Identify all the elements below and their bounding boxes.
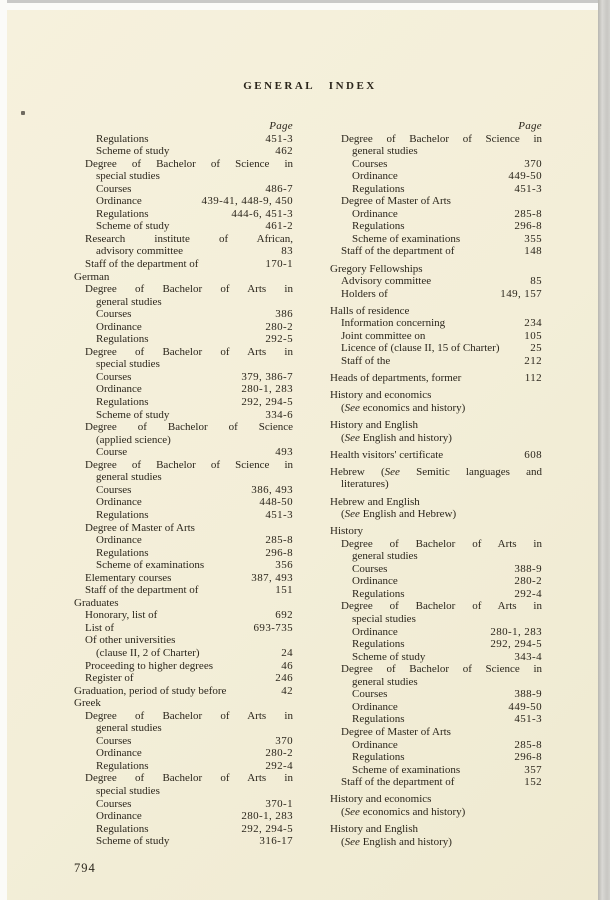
- index-entry: Staff of the department of 151: [85, 584, 293, 597]
- index-entry: Holders of 149, 157: [341, 287, 542, 300]
- index-entry: Regulations 451-3: [96, 132, 293, 145]
- entry-page-number: 148: [524, 245, 542, 258]
- entry-page-number: 439-41, 448-9, 450: [201, 195, 293, 208]
- index-entry: general studies: [96, 295, 162, 308]
- index-entry: Degree of Bachelor of Arts in: [85, 345, 293, 358]
- index-entry: Degree of Bachelor of Arts in: [341, 537, 542, 550]
- index-entry: Staff of the department of 170-1: [85, 258, 293, 271]
- index-entry: Licence of (clause II, 15 of Charter) 25: [341, 342, 542, 355]
- book-edge-right: [598, 0, 610, 900]
- index-entry: History: [330, 525, 363, 538]
- entry-page-number: 370-1: [265, 797, 293, 810]
- entry-page-number: 285-8: [514, 207, 542, 220]
- entry-page-number: 296-8: [265, 546, 293, 559]
- entry-page-number: 388-9: [514, 562, 542, 575]
- index-entry: special studies: [352, 613, 416, 626]
- index-entry: Courses 370: [96, 734, 293, 747]
- entry-page-number: 451-3: [514, 713, 542, 726]
- index-entry: Regulations 451-3: [352, 182, 542, 195]
- index-entry: Courses 388-9: [352, 562, 542, 575]
- index-entry: (See English and history): [341, 431, 452, 444]
- entry-page-number: 83: [281, 245, 293, 258]
- index-entry: Regulations 292-5: [96, 333, 293, 346]
- index-entry: Courses 370-1: [96, 797, 293, 810]
- index-entry: general studies: [352, 675, 418, 688]
- index-entry: Proceeding to higher degrees 46: [85, 659, 293, 672]
- index-entry: Courses 386: [96, 308, 293, 321]
- entry-page-number: 292-5: [265, 333, 293, 346]
- index-entry: general studies: [96, 722, 162, 735]
- index-entry: Scheme of examinations 355: [352, 232, 542, 245]
- index-entry: Degree of Bachelor of Arts in: [341, 600, 542, 613]
- index-entry: Ordinance 448-50: [96, 496, 293, 509]
- index-entry: Ordinance 280-2: [96, 747, 293, 760]
- index-entry: Ordinance 449-50: [352, 170, 542, 183]
- index-entry: general studies: [352, 550, 418, 563]
- entry-page-number: 112: [524, 372, 542, 385]
- index-entry: Information concerning 234: [341, 317, 542, 330]
- entry-page-number: 85: [530, 275, 542, 288]
- entry-page-number: 46: [281, 659, 293, 672]
- entry-page-number: 25: [530, 342, 542, 355]
- index-entry: Advisory committee 85: [341, 275, 542, 288]
- index-entry: Joint committee on 105: [341, 329, 542, 342]
- index-entry: Degree of Master of Arts: [341, 195, 451, 208]
- index-entry: Degree of Bachelor of Science in: [85, 458, 293, 471]
- entry-page-number: 280-1, 283: [241, 383, 293, 396]
- entry-page-number: 316-17: [259, 835, 293, 848]
- entry-page-number: 280-1, 283: [490, 625, 542, 638]
- entry-page-number: 42: [281, 684, 293, 697]
- index-entry: general studies: [352, 145, 418, 158]
- index-entry: Hebrew and English: [330, 495, 420, 508]
- index-entry: Halls of residence: [330, 304, 410, 317]
- entry-page-number: 493: [275, 446, 293, 459]
- index-entry: (See English and Hebrew): [341, 508, 457, 521]
- index-entry: History and economics: [330, 389, 432, 402]
- page-label: Page: [518, 120, 542, 132]
- index-entry: general studies: [96, 471, 162, 484]
- index-entry: Courses 388-9: [352, 688, 542, 701]
- index-entry: Regulations 296-8: [352, 751, 542, 764]
- index-entry: Ordinance 285-8: [352, 738, 542, 751]
- entry-page-number: 692: [275, 609, 293, 622]
- index-entry: Honorary, list of 692: [85, 609, 293, 622]
- index-entry: Degree of Bachelor of Arts in: [85, 772, 293, 785]
- entry-page-number: 387, 493: [251, 571, 293, 584]
- index-entry: Regulations 292-4: [352, 587, 542, 600]
- entry-page-number: 292-4: [514, 587, 542, 600]
- entry-page-number: 388-9: [514, 688, 542, 701]
- index-entry: Register of 246: [85, 672, 293, 685]
- entry-page-number: 212: [524, 355, 542, 368]
- index-entry: Elementary courses 387, 493: [85, 571, 293, 584]
- entry-page-number: 386, 493: [251, 483, 293, 496]
- index-entry: Greek: [74, 697, 101, 710]
- entry-page-number: 608: [524, 448, 542, 461]
- index-entry: Health visitors' certificate 608: [330, 448, 542, 461]
- entry-page-number: 152: [524, 776, 542, 789]
- index-entry: Heads of departments, former 112: [330, 372, 542, 385]
- entry-page-number: 370: [524, 157, 542, 170]
- index-entry: Research institute of African,: [85, 232, 293, 245]
- index-entry: History and economics: [330, 793, 432, 806]
- index-entry: Regulations 451-3: [96, 508, 293, 521]
- index-entry: Regulations 296-8: [352, 220, 542, 233]
- scan-edge-left: [0, 0, 7, 900]
- index-entry: Ordinance 280-1, 283: [352, 625, 542, 638]
- page-title: GENERAL INDEX: [243, 80, 377, 92]
- entry-page-number: 285-8: [514, 738, 542, 751]
- index-entry: (See English and history): [341, 835, 452, 848]
- index-entry: History and English: [330, 822, 418, 835]
- index-entry: Degree of Bachelor of Science in: [341, 132, 542, 145]
- index-entry: Course 493: [96, 446, 293, 459]
- entry-page-number: 451-3: [265, 508, 293, 521]
- index-entry: Regulations 292, 294-5: [352, 638, 542, 651]
- index-column-right: [330, 120, 542, 848]
- index-entry: Scheme of study 316-17: [96, 835, 293, 848]
- index-entry: Hebrew (See Semitic languages and: [330, 465, 542, 478]
- entry-page-number: 296-8: [514, 751, 542, 764]
- entry-page-number: 280-2: [514, 575, 542, 588]
- entry-page-number: 461-2: [265, 220, 293, 233]
- entry-page-number: 149, 157: [500, 287, 542, 300]
- entry-page-number: 292-4: [265, 759, 293, 772]
- entry-page-number: 246: [275, 672, 293, 685]
- index-entry: Ordinance 285-8: [96, 534, 293, 547]
- index-entry: special studies: [96, 784, 160, 797]
- index-entry: Courses 370: [352, 157, 542, 170]
- index-entry: Ordinance 280-1, 283: [96, 810, 293, 823]
- index-entry: Degree of Master of Arts: [341, 725, 451, 738]
- index-entry: Regulations 292, 294-5: [96, 396, 293, 409]
- index-entry: (clause II, 2 of Charter) 24: [96, 646, 293, 659]
- entry-page-number: 448-50: [259, 496, 293, 509]
- index-entry: Graduates: [74, 596, 119, 609]
- index-entry: advisory committee 83: [96, 245, 293, 258]
- index-column-left: [74, 120, 293, 848]
- entry-page-number: 693-735: [253, 621, 293, 634]
- index-entry: Scheme of study 462: [96, 145, 293, 158]
- index-entry: Ordinance 280-1, 283: [96, 383, 293, 396]
- index-entry: Degree of Bachelor of Science in: [341, 663, 542, 676]
- entry-page-number: 370: [275, 734, 293, 747]
- index-entry: (See economics and history): [341, 401, 466, 414]
- index-entry: Of other universities: [85, 634, 176, 647]
- entry-page-number: 355: [524, 232, 542, 245]
- index-entry: Degree of Bachelor of Arts in: [85, 709, 293, 722]
- index-entry: History and English: [330, 419, 418, 431]
- index-entry: Scheme of study 334-6: [96, 408, 293, 421]
- index-entry: Degree of Bachelor of Science in: [85, 157, 293, 170]
- entry-page-number: 292, 294-5: [490, 638, 542, 651]
- entry-page-number: 292, 294-5: [241, 396, 293, 409]
- index-entry: (See economics and history): [341, 805, 466, 818]
- index-entry: (applied science): [96, 433, 171, 446]
- index-entry: Scheme of examinations 356: [96, 559, 293, 572]
- entry-page-number: 285-8: [265, 534, 293, 547]
- entry-page-number: 449-50: [508, 170, 542, 183]
- entry-page-number: 486-7: [265, 182, 293, 195]
- index-entry: Regulations 296-8: [96, 546, 293, 559]
- page-column-header-left: [74, 120, 293, 133]
- index-entry: Regulations 451-3: [352, 713, 542, 726]
- entry-page-number: 280-2: [265, 320, 293, 333]
- entry-page-number: 296-8: [514, 220, 542, 233]
- ink-speck: [21, 111, 25, 115]
- index-entry: Ordinance 449-50: [352, 700, 542, 713]
- index-entry: Graduation, period of study before 42: [74, 684, 293, 697]
- index-entry: Gregory Fellowships: [330, 262, 423, 275]
- entry-page-number: 379, 386-7: [241, 370, 293, 383]
- index-entry: Courses 386, 493: [96, 483, 293, 496]
- entry-page-number: 334-6: [265, 408, 293, 421]
- entry-page-number: 449-50: [508, 700, 542, 713]
- entry-page-number: 451-3: [514, 182, 542, 195]
- entry-page-number: 234: [524, 317, 542, 330]
- index-entry: Regulations 444-6, 451-3: [96, 207, 293, 220]
- entry-page-number: 24: [281, 646, 293, 659]
- entry-page-number: 343-4: [514, 650, 542, 663]
- index-entry: Scheme of examinations 357: [352, 763, 542, 776]
- index-entry: special studies: [96, 358, 160, 371]
- entry-page-number: 444-6, 451-3: [231, 207, 293, 220]
- entry-page-number: 170-1: [265, 258, 293, 271]
- entry-page-number: 356: [275, 559, 293, 572]
- entry-page-number: 357: [524, 763, 542, 776]
- entry-page-number: 151: [275, 584, 293, 597]
- index-entry: Degree of Bachelor of Arts in: [85, 283, 293, 296]
- index-entry: Ordinance 439-41, 448-9, 450: [96, 195, 293, 208]
- index-entry: Regulations 292-4: [96, 759, 293, 772]
- index-entry: Courses 486-7: [96, 182, 293, 195]
- index-entry: Scheme of study 461-2: [96, 220, 293, 233]
- entry-page-number: 292, 294-5: [241, 822, 293, 835]
- entry-page-number: 386: [275, 308, 293, 321]
- index-entry: Staff of the department of 152: [341, 776, 542, 789]
- index-entry: German: [74, 270, 110, 283]
- entry-page-number: 280-2: [265, 747, 293, 760]
- index-entry: Ordinance 280-2: [96, 320, 293, 333]
- entry-page-number: 462: [275, 145, 293, 158]
- index-entries-right: [330, 133, 542, 849]
- entry-page-number: 451-3: [265, 132, 293, 145]
- index-entry: Degree of Bachelor of Science: [85, 421, 293, 434]
- index-entry: special studies: [96, 170, 160, 183]
- entry-page-number: 280-1, 283: [241, 810, 293, 823]
- page-label: Page: [269, 120, 293, 132]
- index-entry: Scheme of study 343-4: [352, 650, 542, 663]
- index-entry: literatures): [341, 478, 389, 491]
- page-column-header-right: [330, 120, 542, 133]
- index-entry: Courses 379, 386-7: [96, 370, 293, 383]
- index-entry: Ordinance 280-2: [352, 575, 542, 588]
- index-entry: List of 693-735: [85, 621, 293, 634]
- scan-edge-top-line: [0, 0, 610, 3]
- entry-page-number: 105: [524, 329, 542, 342]
- index-entry: Ordinance 285-8: [352, 207, 542, 220]
- index-entries-left: [74, 133, 293, 848]
- index-entry: Regulations 292, 294-5: [96, 822, 293, 835]
- index-entry: Degree of Master of Arts: [85, 521, 195, 534]
- index-entry: Staff of the 212: [341, 355, 542, 368]
- index-entry: Staff of the department of 148: [341, 245, 542, 258]
- page-number: 794: [74, 861, 96, 875]
